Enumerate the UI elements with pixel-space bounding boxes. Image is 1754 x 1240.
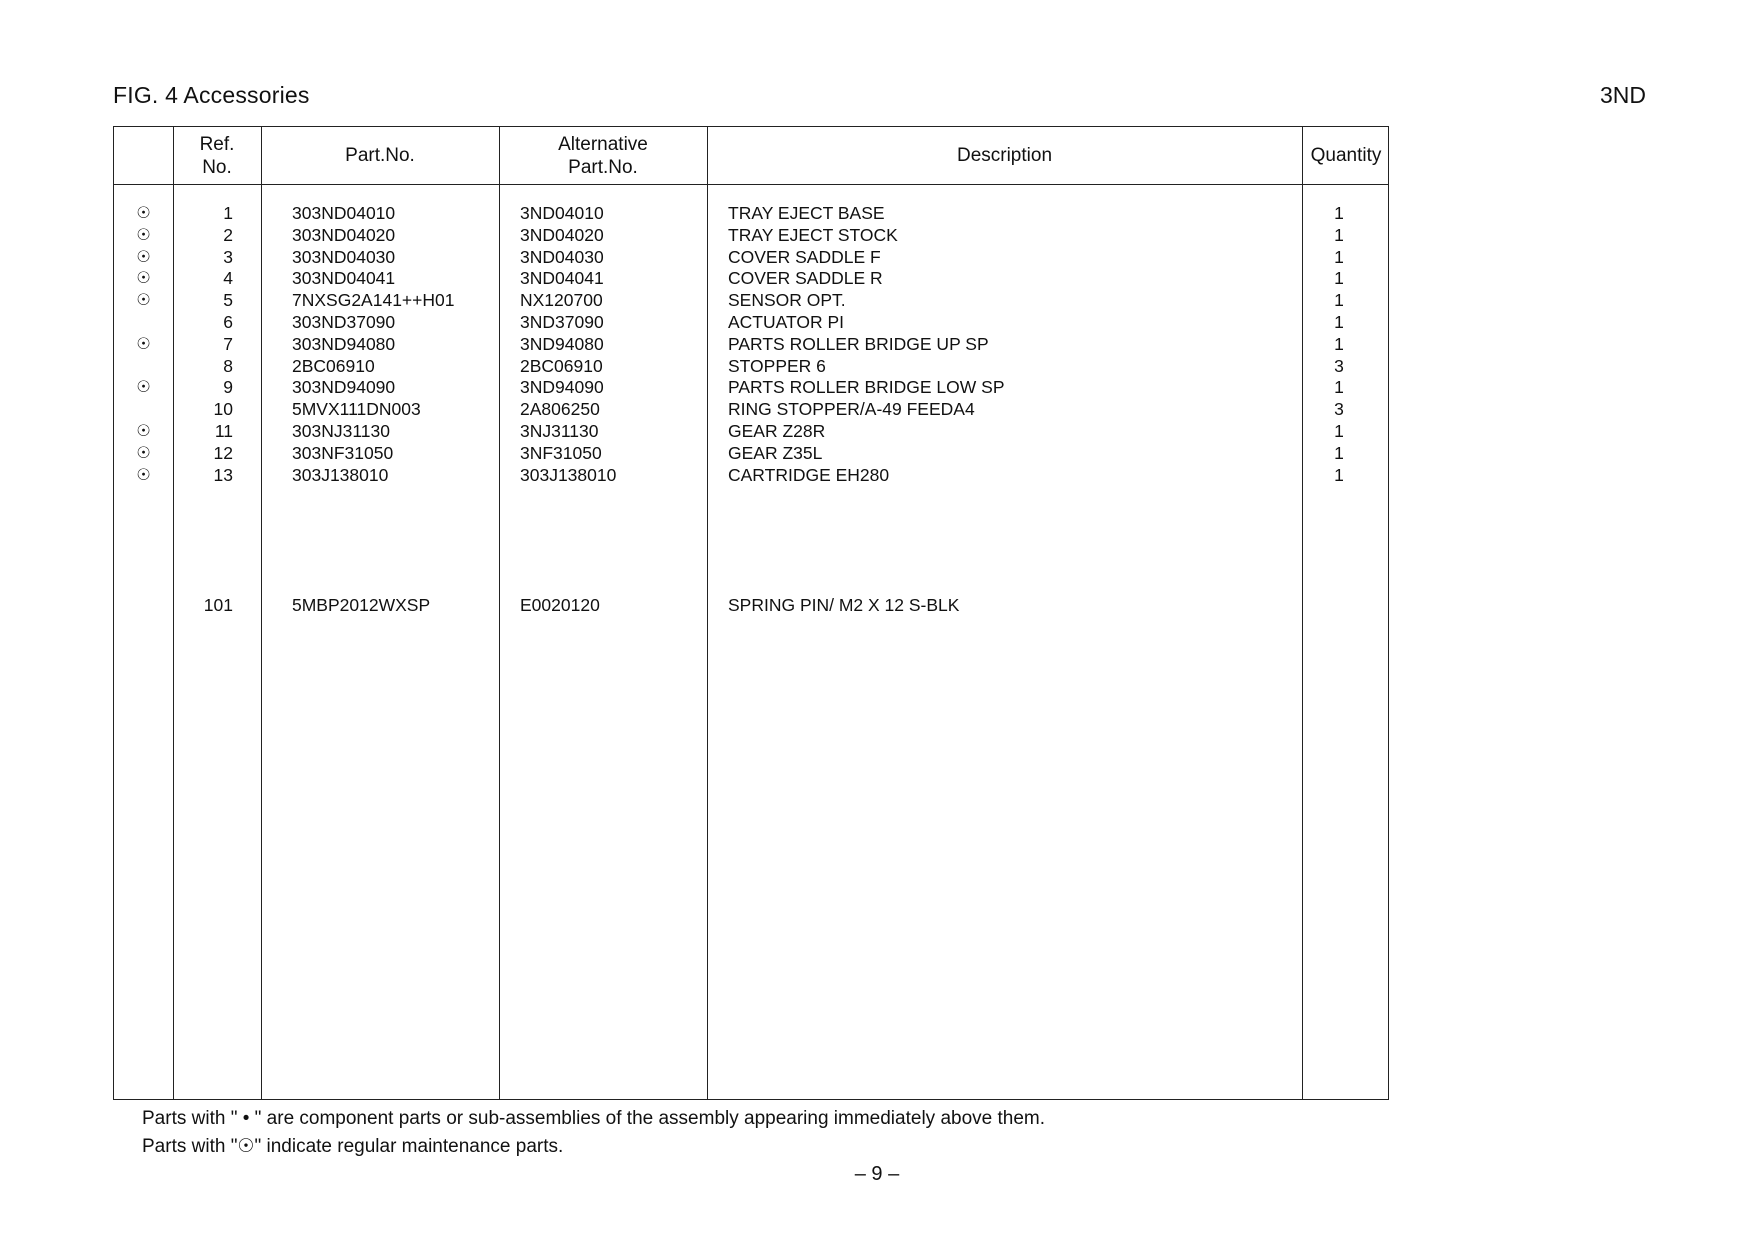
part-no-cell: 303ND94080 — [292, 333, 396, 354]
alt-part-no-cell: 303J138010 — [520, 464, 617, 485]
header-quantity: Quantity — [1310, 145, 1382, 166]
header-divider — [114, 184, 1388, 185]
maintenance-mark-icon: ☉ — [136, 379, 151, 397]
ref-no-cell: 5 — [223, 290, 233, 311]
table-body — [114, 203, 1388, 617]
quantity-cell: 1 — [1334, 290, 1344, 311]
quantity-cell: 3 — [1334, 355, 1344, 376]
maintenance-mark-icon: ☉ — [136, 248, 151, 266]
description-cell: SENSOR OPT. — [728, 290, 846, 311]
maintenance-mark-icon: ☉ — [136, 226, 151, 244]
alt-part-no-cell: 3ND04041 — [520, 268, 604, 289]
description-cell: TRAY EJECT STOCK — [728, 224, 898, 245]
table-row — [114, 268, 1388, 290]
ref-no-cell: 7 — [223, 333, 233, 354]
alt-part-no-cell: 2A806250 — [520, 399, 600, 420]
description-cell: COVER SADDLE R — [728, 268, 883, 289]
alt-part-no-cell: E0020120 — [520, 595, 600, 616]
part-no-cell: 303ND94090 — [292, 377, 396, 398]
table-row — [114, 334, 1388, 356]
parts-table — [113, 126, 1389, 1100]
maintenance-mark-icon: ☉ — [136, 466, 151, 484]
description-cell: GEAR Z35L — [728, 442, 823, 463]
part-no-cell: 5MVX111DN003 — [292, 399, 421, 420]
quantity-cell: 1 — [1334, 333, 1344, 354]
alt-part-no-cell: 3ND94080 — [520, 333, 604, 354]
alt-part-no-cell: 3NJ31130 — [520, 420, 599, 441]
quantity-cell: 1 — [1334, 224, 1344, 245]
quantity-cell: 3 — [1334, 399, 1344, 420]
quantity-cell: 1 — [1334, 311, 1344, 332]
part-no-cell: 303ND04030 — [292, 246, 396, 267]
table-row — [114, 247, 1388, 269]
header-mark — [114, 127, 173, 184]
ref-no-cell: 4 — [223, 268, 233, 289]
maintenance-mark-icon: ☉ — [136, 444, 151, 462]
quantity-cell: 1 — [1334, 420, 1344, 441]
maintenance-mark-icon: ☉ — [136, 335, 151, 353]
part-no-cell: 303J138010 — [292, 464, 389, 485]
description-cell: ACTUATOR PI — [728, 311, 845, 332]
part-no-cell: 303ND37090 — [292, 311, 396, 332]
description-cell: RING STOPPER/A-49 FEEDA4 — [728, 399, 975, 420]
page-number: – 9 – — [854, 1163, 900, 1185]
quantity-cell: 1 — [1334, 442, 1344, 463]
description-cell: PARTS ROLLER BRIDGE UP SP — [728, 333, 989, 354]
alt-part-no-cell: 3ND04030 — [520, 246, 604, 267]
ref-no-cell: 13 — [213, 464, 233, 485]
quantity-cell: 1 — [1334, 464, 1344, 485]
maintenance-mark-icon: ☉ — [136, 292, 151, 310]
footnote-component-parts: Parts with " • " are component parts or sub-assemblies of the assembly appearing immediately above them. — [142, 1108, 1046, 1129]
table-row — [114, 225, 1388, 247]
part-no-cell: 303NJ31130 — [292, 420, 390, 441]
maintenance-mark-icon: ☉ — [136, 270, 151, 288]
ref-no-cell: 101 — [203, 595, 233, 616]
header-ref-no: Ref. No. — [199, 133, 235, 178]
table-row — [114, 312, 1388, 334]
table-row — [114, 465, 1388, 487]
description-cell: CARTRIDGE EH280 — [728, 464, 890, 485]
header-alt-part-no: Alternative Part.No. — [558, 133, 648, 178]
table-row — [114, 290, 1388, 312]
table-row — [114, 399, 1388, 421]
ref-no-cell: 11 — [214, 420, 233, 441]
description-cell: TRAY EJECT BASE — [728, 203, 885, 223]
ref-no-cell: 9 — [223, 377, 233, 398]
part-no-cell: 2BC06910 — [292, 355, 375, 376]
part-no-cell: 303ND04010 — [292, 203, 396, 223]
ref-no-cell: 3 — [223, 246, 233, 267]
part-no-cell: 303NF31050 — [292, 442, 394, 463]
part-no-cell: 7NXSG2A141++H01 — [292, 290, 455, 311]
part-no-cell: 303ND04041 — [292, 268, 396, 289]
ref-no-cell: 10 — [213, 399, 233, 420]
table-row — [114, 443, 1388, 465]
ref-no-cell: 6 — [223, 311, 233, 332]
ref-no-cell: 12 — [213, 442, 233, 463]
quantity-cell: 1 — [1334, 246, 1344, 267]
alt-part-no-cell: 3NF31050 — [520, 442, 602, 463]
maintenance-mark-icon: ☉ — [136, 205, 151, 222]
table-row — [114, 421, 1388, 443]
part-no-cell: 5MBP2012WXSP — [292, 595, 431, 616]
quantity-cell: 1 — [1334, 268, 1344, 289]
table-row — [114, 595, 1388, 617]
ref-no-cell: 1 — [223, 203, 233, 223]
table-row — [114, 377, 1388, 399]
description-cell: COVER SADDLE F — [728, 246, 881, 267]
alt-part-no-cell: 3ND04020 — [520, 224, 604, 245]
alt-part-no-cell: 3ND37090 — [520, 311, 604, 332]
footnote-maintenance-parts: Parts with "☉" indicate regular maintenance parts. — [142, 1136, 564, 1157]
ref-no-cell: 8 — [223, 355, 233, 376]
description-cell: STOPPER 6 — [728, 355, 826, 376]
description-cell: SPRING PIN/ M2 X 12 S-BLK — [728, 595, 960, 616]
description-cell: PARTS ROLLER BRIDGE LOW SP — [728, 377, 1005, 398]
header-part-no: Part.No. — [345, 145, 415, 166]
figure-title: FIG. 4 Accessories — [113, 82, 310, 108]
description-cell: GEAR Z28R — [728, 420, 826, 441]
alt-part-no-cell: NX120700 — [520, 290, 603, 311]
part-no-cell: 303ND04020 — [292, 224, 396, 245]
ref-no-cell: 2 — [223, 224, 233, 245]
alt-part-no-cell: 3ND94090 — [520, 377, 604, 398]
alt-part-no-cell: 3ND04010 — [520, 203, 604, 223]
maintenance-mark-icon: ☉ — [136, 422, 151, 440]
model-code: 3ND — [1600, 82, 1647, 108]
quantity-cell: 1 — [1334, 203, 1344, 223]
quantity-cell: 1 — [1334, 377, 1344, 398]
table-row — [114, 356, 1388, 378]
table-row — [114, 203, 1388, 225]
alt-part-no-cell: 2BC06910 — [520, 355, 603, 376]
header-description: Description — [956, 145, 1053, 166]
